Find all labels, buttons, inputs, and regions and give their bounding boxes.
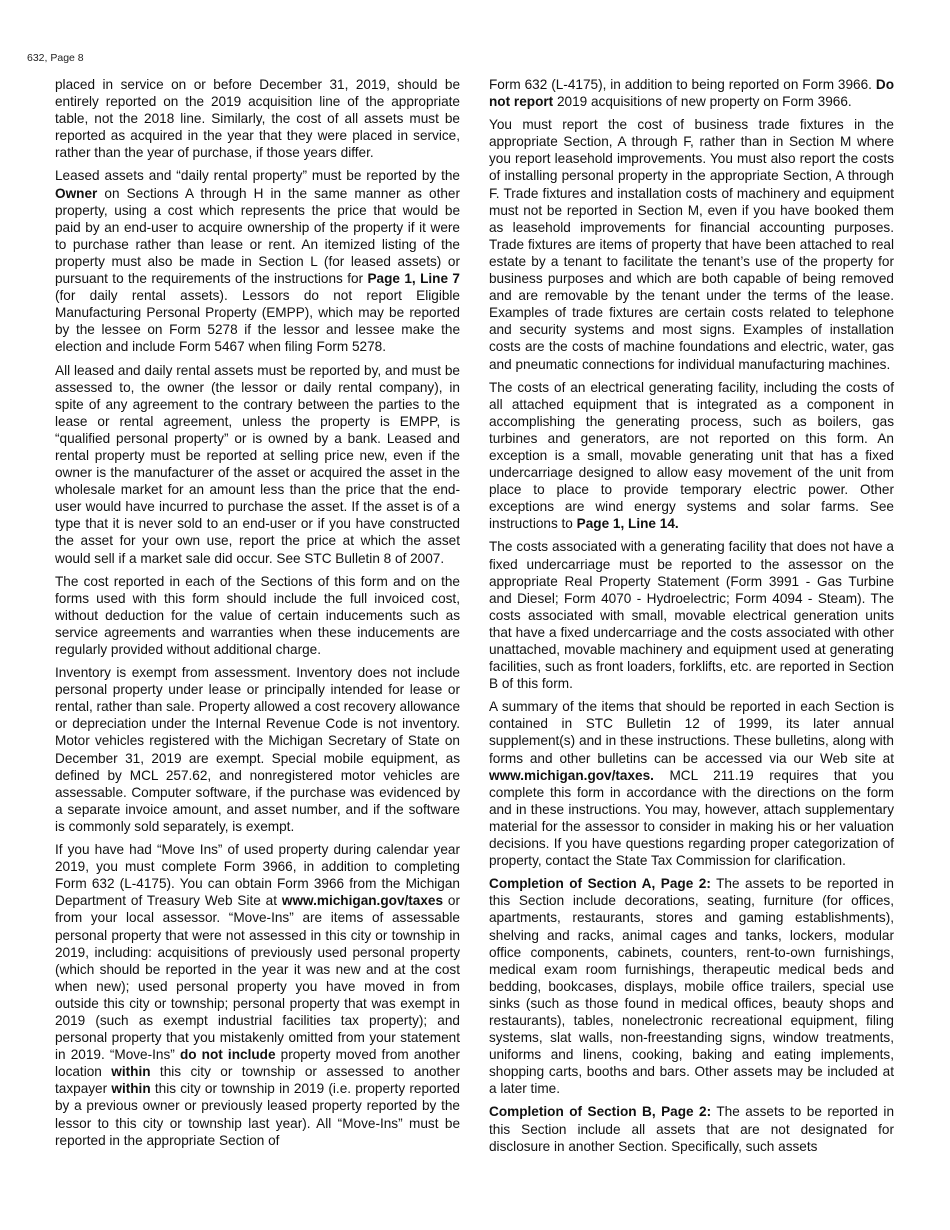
michigan-taxes-link[interactable]: www.michigan.gov/taxes. <box>489 767 654 783</box>
paragraph-summary-bulletin: A summary of the items that should be reported in each Section is contained in STC Bulletin 12 of 1999, its later annual supplement(s) and in these instructions. These bulletins, along with forms and other bulletins can be accessed via our Web site at www.michigan.gov/taxes. MCL 211.19 requires that you complete this form in accordance with the directions on the form and in these instructions. You may, however, attach supplementary material for the assessor to consider in making his or her valuation decisions. If you have questions regarding proper categorization of property, contact the State Tax Commission for clarification. <box>489 699 894 869</box>
treasury-link[interactable]: www.michigan.gov/taxes <box>281 893 444 909</box>
paragraph-cost-reported: The cost reported in each of the Sections of this form and on the forms used with this form should include the full invoiced cost, without deduction for the value of certain inducements such as service agreements and warranties when these inducements are regularly provided without additional charge. <box>55 573 460 657</box>
paragraph-generating-facility: The costs of an electrical generating facility, including the costs of all attached equipment that is integrated as a component in accomplishing the generating process, such as boilers, gas turbines and generators, are not reported on this form. An exception is a small, movable generating unit that has a fixed undercarriage designed to allow easy movement of the unit from place to place to provide temporary electric power. Other exceptions are wind energy systems and solar farms. See instructions to Page 1, Line 14. <box>489 379 894 532</box>
paragraph-section-b: Completion of Section B, Page 2: The assets to be reported in this Section include all assets that are not designated for disclosure in another Section. Specifically, such assets <box>489 1104 895 1154</box>
paragraph-generating-costs: The costs associated with a generating facility that does not have a fixed undercarriage must be reported to the assessor on the appropriate Real Property Statement (Form 3991 - Gas Turbine and Diesel; Form 4070 - Hydroelectric; Form 4094 - Steam). The costs associated with small, movable electrical generation units that have a fixed undercarriage and the costs associated with other unattached, movable machinery and equipment used at generating facilities, such as front loaders, forklifts, etc. are reported in Section B of this form. <box>489 539 894 692</box>
paragraph-section-a: Completion of Section A, Page 2: The assets to be reported in this Section include decorations, seating, furniture (for offices, apartments, restaurants, stores and gaming establishments), shelving and racks, animal cages and tanks, lockers, modular office components, cabinets, counters, rent-to-own furnishings, medical exam room furnishings, therapeutic medical beds and bedding, bookcases, displays, mobile office trailers, special use sinks (such as those found in medical offices, beauty shops and restaurants), tables, nonelectronic recreational equipment, filing systems, slat walls, non-freestanding signs, window treatments, uniforms and linens, cooking, baking and eating implements, shopping carts, booths and bars. Other assets may be included at a later time. <box>489 876 894 1097</box>
right-column <box>489 76 894 1155</box>
section-a-heading: Completion of Section A, Page 2: <box>489 876 711 892</box>
paragraph-daily-rental: All leased and daily rental assets must be reported by, and must be assessed to, the owner (the lessor or daily rental company), in spite of any agreement to the contrary between the parties to the lease or rental agreement, unless the property is EMPP, is “qualified personal property” or is owned by a bank. Leased and rental property must be reported at selling price new, even if the owner is the manufacturer of the asset or acquired the asset in the wholesale market for an amount less than the price that the end-user would have incurred to purchase the asset. If the asset is of a type that it is never sold to an end-user or if you have constructed the asset for your own use, report the price at which the asset would sell if a market sale did occur. See STC Bulletin 8 of 2007. <box>55 362 460 566</box>
paragraph-move-ins: If you have had “Move Ins” of used property during calendar year 2019, you must complete Form 3966, in addition to completing Form 632 (L-4175). You can obtain Form 3966 from the Michigan Department of Treasury Web Site at www.michigan.gov/taxes or from your local assessor. “Move-Ins” are items of assessable personal property that were not assessed in this city or township in 2019, including: acquisitions of previously used personal property (which should be reported in the year it was new and at the cost when new); used personal property you have moved in from outside this city or township; personal property that was exempt in 2019 (such as exempt industrial facilities tax property); and personal property that you mistakenly omitted from your statement in 2019. “Move-Ins” do not include property moved from another location within this city or township or assessed to another taxpayer within this city or township in 2019 (i.e. property reported by a previous owner or previously leased property reported by the lessor to this city or township last year). All “Move-Ins” must be reported in the appropriate Section of <box>55 842 460 1148</box>
section-b-heading: Completion of Section B, Page 2: <box>489 1104 712 1120</box>
paragraph-placed-in-service: placed in service on or before December 31, 2019, should be entirely reported on the 2019 acquisition line of the appropriate table, not the 2018 line. Similarly, the cost of all assets must be reported as acquired in the year that they were placed in service, rather than the year of purchase, if those years differ. <box>55 77 460 161</box>
paragraph-form-3966: Form 632 (L-4175), in addition to being reported on Form 3966. Do not report 2019 acquisitions of new property on Form 3966. <box>489 77 894 110</box>
left-column <box>55 76 460 1149</box>
paragraph-trade-fixtures: You must report the cost of business trade fixtures in the appropriate Section, A through F, rather than in Section M where you report leasehold improvements. You must also report the costs of installing personal property in the appropriate Section, A through F. Trade fixtures and installation costs of machinery and equipment must not be reported in Section M, even if you have booked them as leasehold improvements for financial accounting purposes. Trade fixtures are items of property that have been attached to real estate by a tenant to facilitate the tenant’s use of the property for business purposes and which are both capable of being removed and are removable by the tenant under the terms of the lease. Examples of trade fixtures are certain costs related to telephone and security systems and most signs. Examples of installation costs are the costs of machine foundations and electric, water, gas and pneumatic connections for individual manufacturing machines. <box>489 117 894 372</box>
page-number-header: 632, Page 8 <box>27 52 84 64</box>
paragraph-inventory-exempt: Inventory is exempt from assessment. Inventory does not include personal property under lease or principally intended for lease or rental, rather than sale. Property allowed a cost recovery allowance or depreciation under the Internal Revenue Code is not inventory. Motor vehicles registered with the Michigan Secretary of State on December 31, 2019 are exempt. Special mobile equipment, as defined by MCL 257.62, and nonregistered motor vehicles are assessable. Computer software, if the purchase was evidenced by a separate invoice amount, and asset number, and if the software is commonly sold separately, is exempt. <box>55 665 460 834</box>
paragraph-leased-assets: Leased assets and “daily rental property” must be reported by the Owner on Sections A through H in the same manner as other property, using a cost which represents the price that would be paid by an end-user to acquire ownership of the property if it were to purchase rather than lease or rent. An itemized listing of the property must also be made in Section L (for leased assets) or pursuant to the requirements of the instructions for Page 1, Line 7 (for daily rental assets). Lessors do not report Eligible Manufacturing Personal Property (EMPP), which may be reported by the lessee on Form 5278 if the lessor and lessee make the election and include Form 5467 when filing Form 5278. <box>55 168 460 355</box>
